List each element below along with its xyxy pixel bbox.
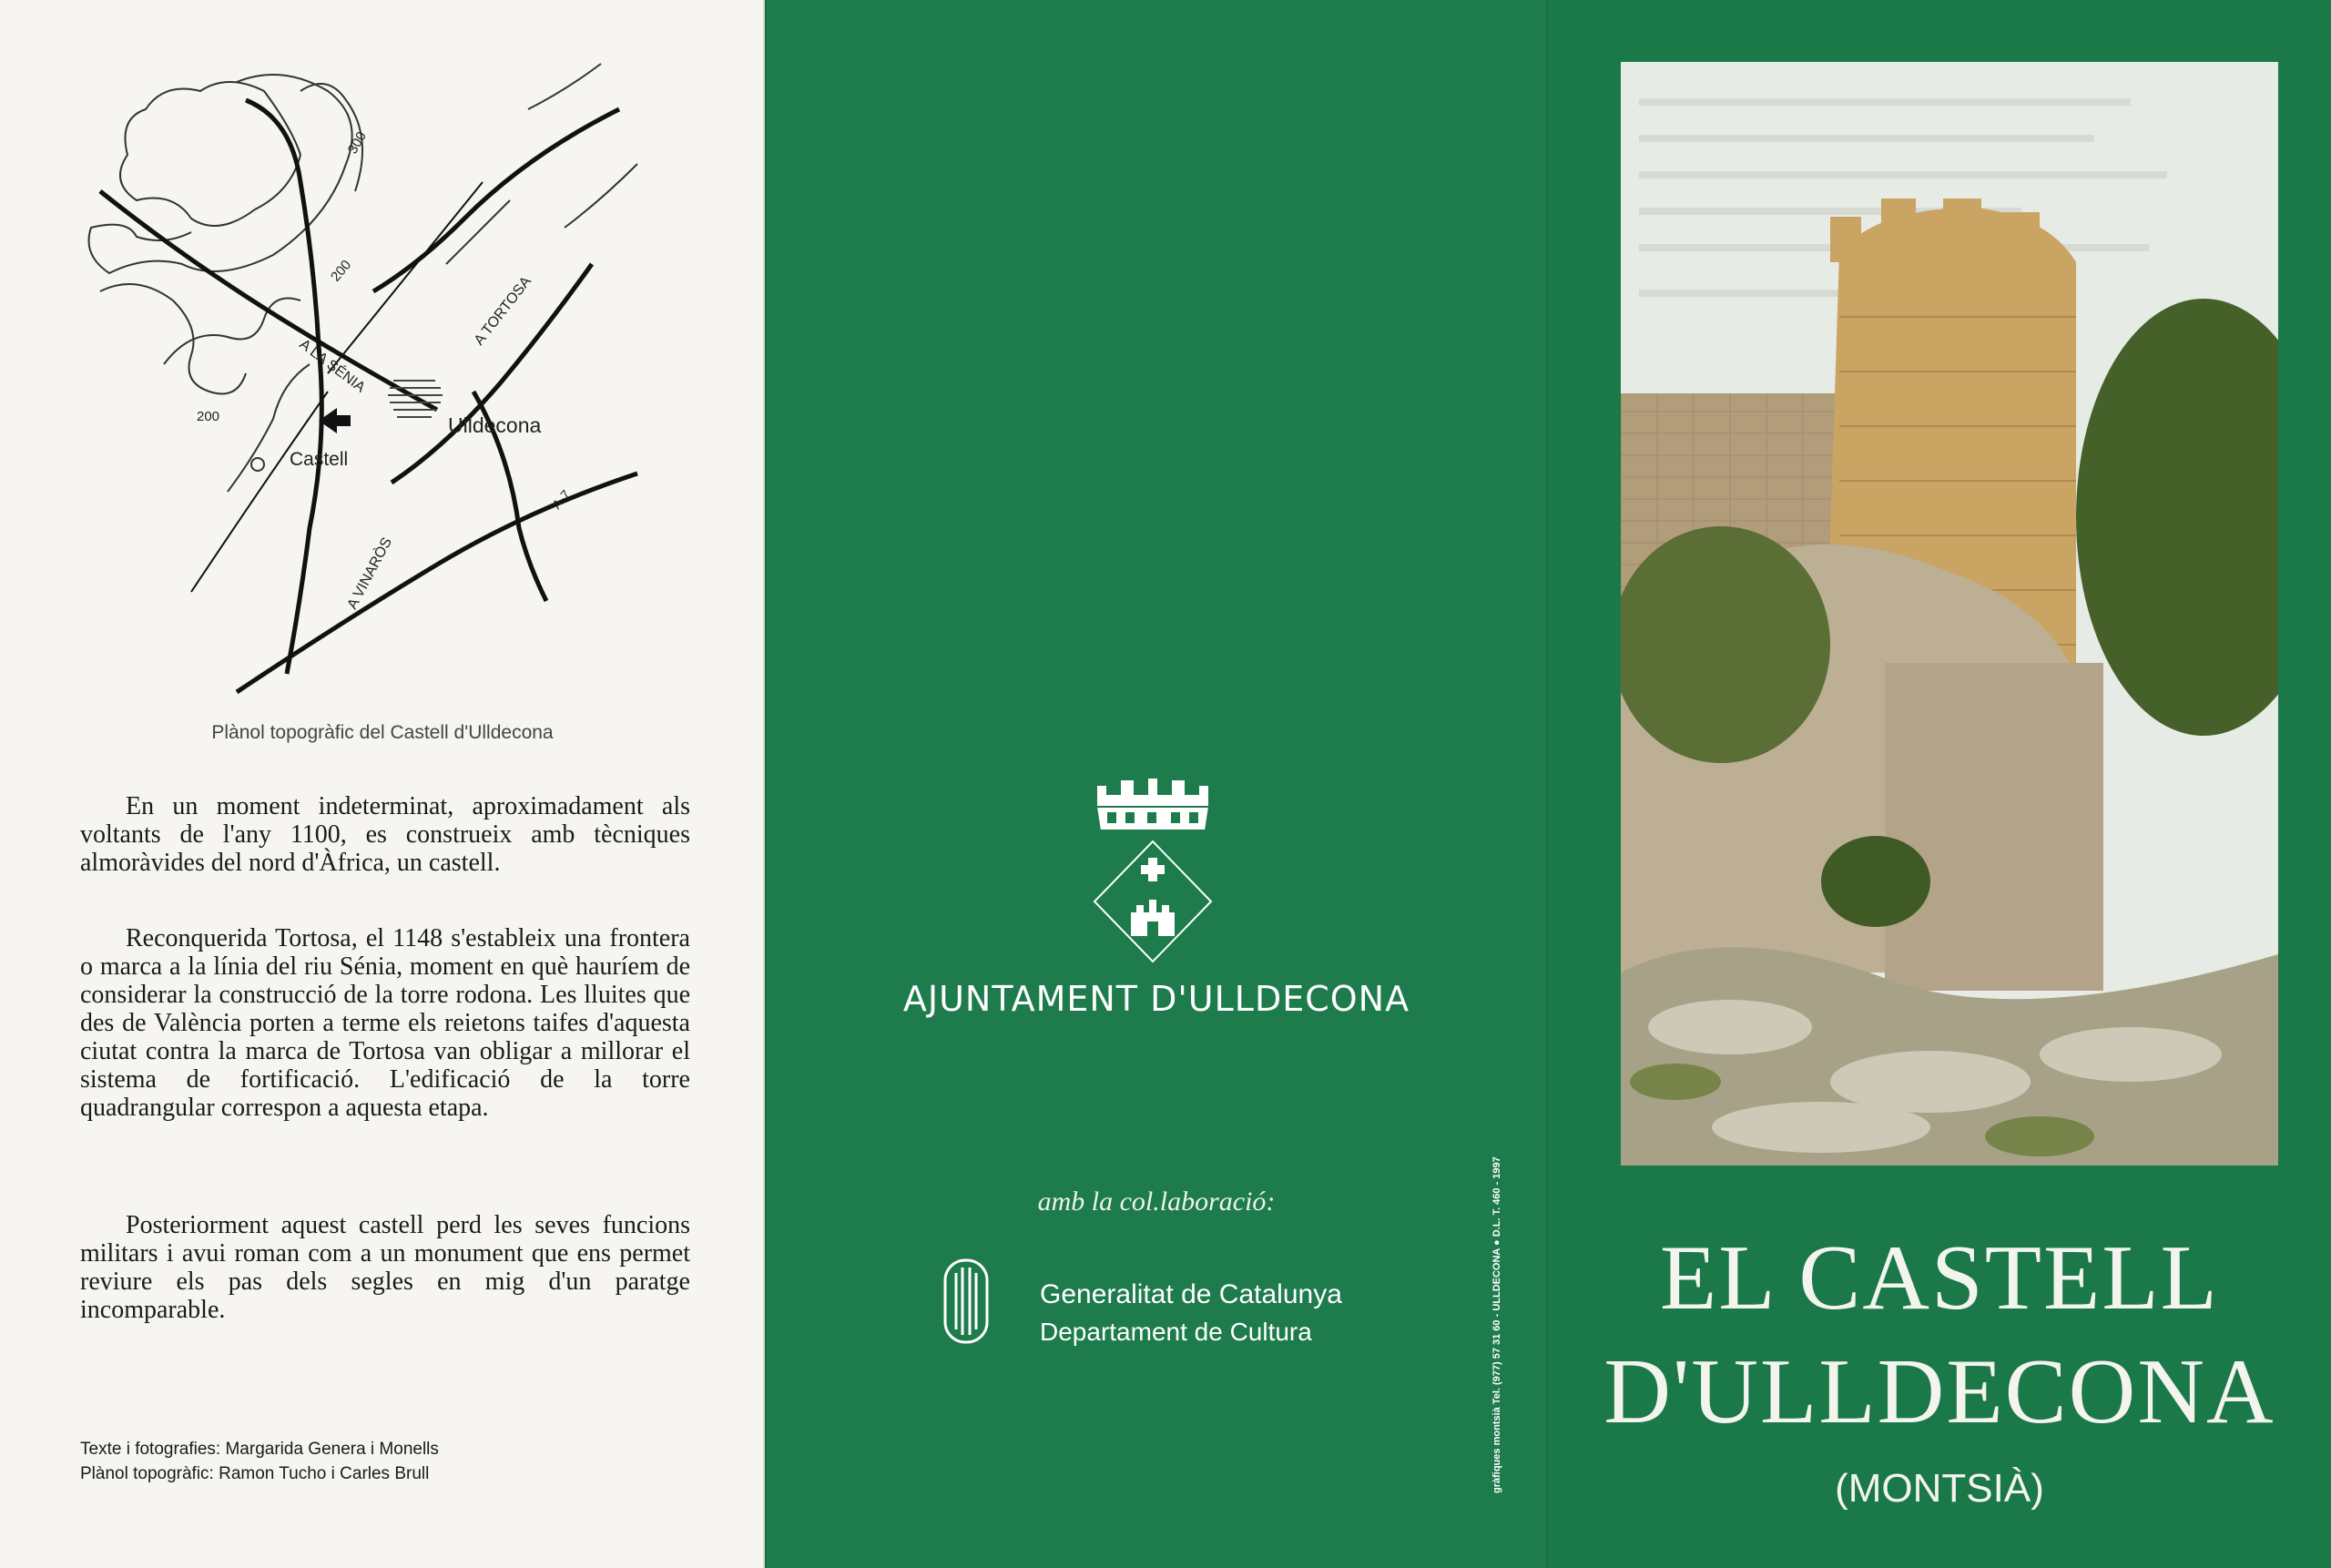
text-photo-credit: Texte i fotografies: Margarida Genera i Monells [80,1440,439,1459]
railway-line [328,182,483,373]
hill-marker [251,458,264,471]
contour-line [120,82,300,226]
inner-panel [0,0,765,1568]
generalitat-logo-icon [943,1258,989,1344]
map-label-a7: A-7 [549,486,574,512]
contour-line [446,200,510,264]
council-name: AJUNTAMENT D'ULLDECONA [902,979,1410,1019]
map-caption: Plànol topogràfic del Castell d'Ulldecona [211,722,554,743]
cover-subtitle: (MONTSIÀ) [1835,1466,2044,1511]
map-label-a-vinaros: A VINARÒS [344,535,396,612]
map-label-ulldecona: Ulldecona [448,413,542,437]
map-label-300: 300 [344,128,370,157]
collaboration-label: amb la col.laboració: [1037,1186,1276,1217]
contour-line [565,164,637,228]
map-label-castell: Castell [290,449,349,470]
map-label-a-tortosa: A TORTOSA [471,273,534,349]
contour-line [528,64,601,109]
map-label-a-la-senia: A LA SÉNIA [296,336,369,396]
map-credit: Plànol topogràfic: Ramon Tucho i Carles Brull [80,1464,430,1483]
printer-imprint [1480,1074,1511,1493]
road-line [237,473,637,692]
road-line [373,109,619,291]
road-line [392,264,592,483]
contour-line [164,299,300,365]
history-paragraph: Posteriorment aquest castell perd les seves funcions militars i avui roman com a un monument que ens permet reviure els pas dels segles en mig d'un paratge incomparable. [80,1211,690,1324]
map-label-200-west: 200 [197,409,220,424]
contour-line [89,75,352,273]
department-name: Departament de Cultura [1040,1318,1312,1346]
history-paragraph: En un moment indeterminat, aproximadament als voltants de l'any 1100, es construeix amb tècniques almoràvides del nord d'Àfrica, un castell. [80,792,690,877]
history-paragraph: Reconquerida Tortosa, el 1148 s'estableix una frontera o marca a la línia del riu Sénia, moment en què hauríem de considerar la construcció de la torre rodona. Les lluites que des de València porten a terme els reietons taifes d'aquesta ciutat contra la marca de Tortosa van obligar a millorar el sistema de fortificació. L'edificació de la torre quadrangular correspon a aquesta etapa. [80,924,690,1122]
cover-title-line: D'ULLDECONA [1603,1340,2275,1443]
topographic-map [55,55,692,701]
map-label-200: 200 [328,257,355,285]
castle-photo [1621,62,2278,1166]
contour-line [228,364,310,492]
fold-line [763,0,767,1568]
generalitat-name: Generalitat de Catalunya [1040,1279,1342,1309]
contour-line [100,284,246,394]
cover-title-line: EL CASTELL [1660,1227,2219,1329]
municipal-crest-icon [1084,776,1222,963]
printer-text: gràfiques montsià Tel. (977) 57 31 60 - ULLDECONA ● D.L. T. 460 - 1997 [1491,1156,1502,1493]
